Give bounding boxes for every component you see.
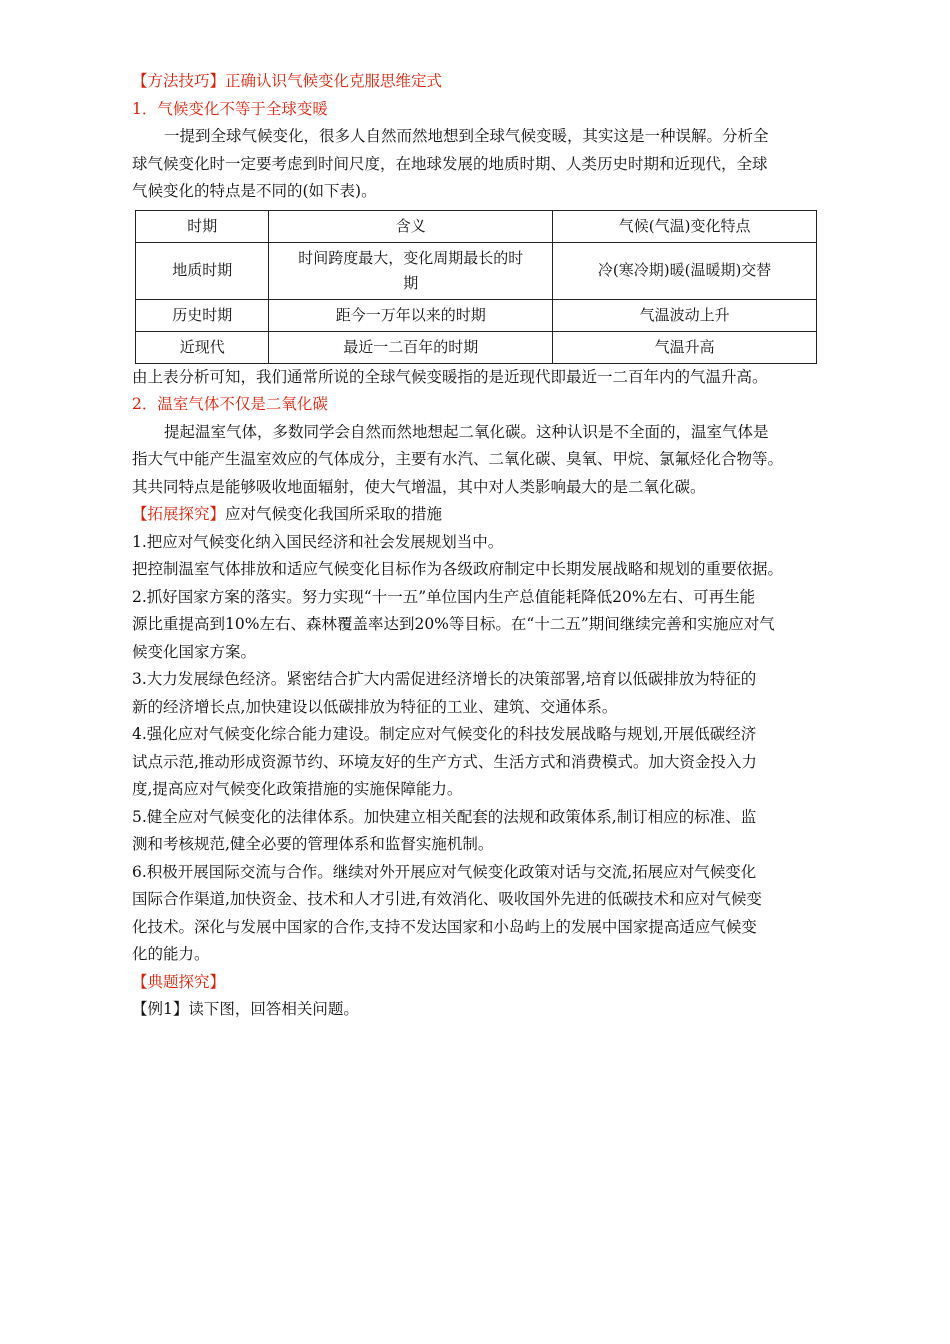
meaning-line: 时间跨度最大，变化周期最长的时 [298, 248, 524, 267]
measure-line: 候变化国家方案。 [132, 642, 257, 661]
section2-line: 指大气中能产生温室效应的气体成分，主要有水汽、二氧化碳、臭氧、甲烷、氯氟烃化合物等。 [132, 450, 784, 468]
section1-line: 球气候变化时一定要考虑到时间尺度，在地球发展的地质时期、人类历史时期和近现代，全球 [132, 154, 768, 173]
table-header-cell: 气候(气温)变化特点 [553, 210, 817, 242]
section1-heading: 1．气候变化不等于全球变暖 [132, 99, 328, 118]
section1-conclusion: 由上表分析可知，我们通常所说的全球气候变暖指的是近现代即最近一二百年内的气温升高。 [132, 367, 768, 386]
section2-line: 提起温室气体，多数同学会自然而然地想起二氧化碳。这种认识是不全面的，温室气体是 [164, 422, 769, 441]
expand-heading [132, 501, 822, 529]
measure-line: 测和考核规范,健全必要的管理体系和监督实施机制。 [132, 835, 494, 853]
table-row [136, 331, 817, 363]
measure-line: 试点示范,推动形成资源节约、环境友好的生产方式、生活方式和消费模式。加大资金投入力 [132, 752, 757, 771]
table-cell-period: 历史时期 [136, 299, 269, 331]
section1-paragraph [132, 123, 822, 206]
section2-heading: 2．温室气体不仅是二氧化碳 [132, 395, 328, 413]
measure-line: 化的能力。 [132, 945, 210, 963]
measure-line: 源比重提高到10%左右、森林覆盖率达到20%等目标。在“十二五”期间继续完善和实施应对气 [132, 615, 775, 633]
measure-line: 化技术。深化与发展中国家的合作,支持不发达国家和小岛屿上的发展中国家提高适应气候变 [132, 917, 757, 936]
climate-period-table [135, 210, 817, 364]
measure-line: 2.抓好国家方案的落实。努力实现“十一五”单位国内生产总值能耗降低20%左右、可再生能 [132, 587, 756, 606]
section2-paragraph [132, 419, 822, 502]
example-question: 【例1】读下图，回答相关问题。 [132, 1000, 359, 1018]
section2-line: 其共同特点是能够吸收地面辐射，使大气增温，其中对人类影响最大的是二氧化碳。 [132, 477, 706, 496]
measure-line: 6.积极开展国际交流与合作。继续对外开展应对气候变化政策对话与交流,拓展应对气候变化 [132, 862, 757, 881]
measure-line: 把控制温室气体排放和适应气候变化目标作为各级政府制定中长期发展战略和规划的重要依据。 [132, 560, 784, 578]
table-header-cell: 含义 [269, 210, 553, 242]
method-title: 正确认识气候变化克服思维定式 [225, 72, 443, 90]
document-page [132, 68, 822, 1024]
measure-line: 4.强化应对气候变化综合能力建设。制定应对气候变化的科技发展战略与规划,开展低碳经济 [132, 725, 757, 743]
measure-line: 新的经济增长点,加快建设以低碳排放为特征的工业、建筑、交通体系。 [132, 697, 618, 716]
measure-line: 度,提高应对气候变化政策措施的实施保障能力。 [132, 780, 463, 798]
table-cell-period: 地质时期 [136, 242, 269, 299]
method-tag: 【方法技巧】 [132, 72, 226, 90]
measure-line: 国际合作渠道,加快资金、技术和人才引进,有效消化、吸收国外先进的低碳技术和应对气候变 [132, 890, 762, 908]
expand-tag: 【拓展探究】 [132, 505, 226, 523]
expand-title: 应对气候变化我国所采取的措施 [225, 505, 443, 523]
table-row [136, 242, 817, 299]
table-header-row [136, 210, 817, 242]
measure-line: 5.健全应对气候变化的法律体系。加快建立相关配套的法规和政策体系,制订相应的标准、监 [132, 807, 757, 826]
table-cell-feature: 气温波动上升 [553, 299, 817, 331]
section1-line: 一提到全球气候变化，很多人自然而然地想到全球气候变暖，其实这是一种误解。分析全 [164, 127, 769, 145]
meaning-line: 期 [403, 273, 419, 292]
table-cell-meaning [269, 242, 553, 299]
table-cell-feature: 冷(寒冷期)暖(温暖期)交替 [553, 242, 817, 299]
expand-measures [132, 529, 822, 969]
table-cell-meaning: 距今一万年以来的时期 [269, 299, 553, 331]
table-cell-period: 近现代 [136, 331, 269, 363]
table-row [136, 299, 817, 331]
method-heading [132, 68, 822, 96]
typical-heading: 【典题探究】 [132, 972, 226, 991]
measure-line: 3.大力发展绿色经济。紧密结合扩大内需促进经济增长的决策部署,培育以低碳排放为特征的 [132, 670, 757, 688]
measure-line: 1.把应对气候变化纳入国民经济和社会发展规划当中。 [132, 532, 504, 551]
table-header-cell: 时期 [136, 210, 269, 242]
table-cell-meaning: 最近一二百年的时期 [269, 331, 553, 363]
table-cell-feature: 气温升高 [553, 331, 817, 363]
section1-line: 气候变化的特点是不同的(如下表)。 [132, 182, 377, 200]
